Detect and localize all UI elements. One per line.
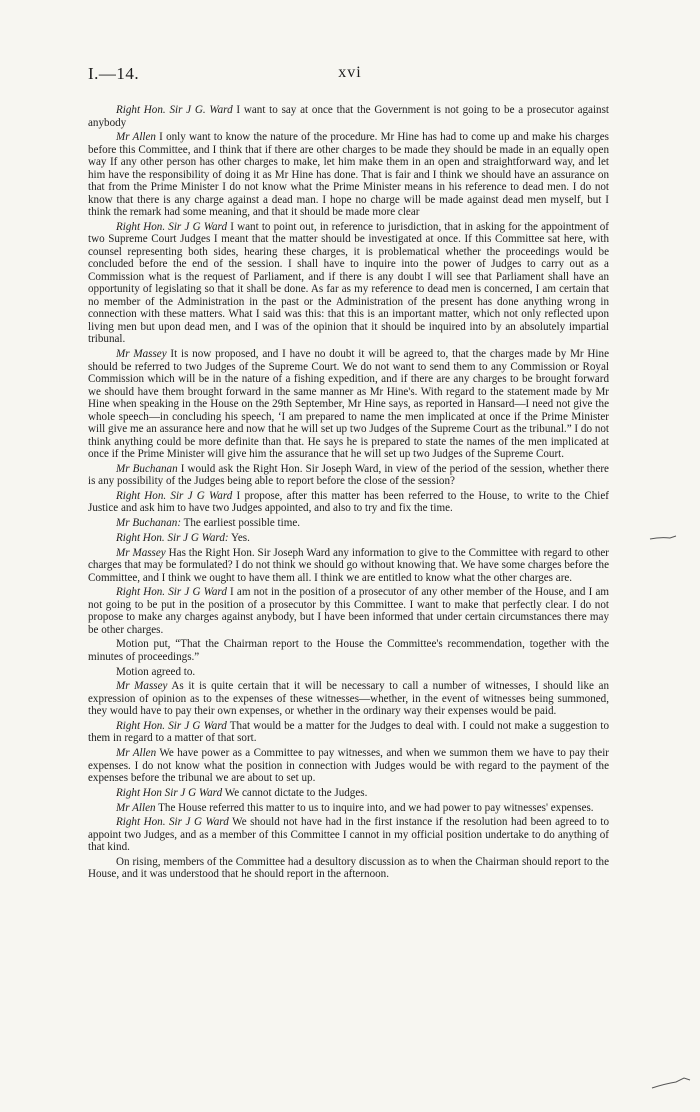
paper-reference: I.—14. <box>88 64 140 83</box>
speaker-name: Right Hon. Sir J G Ward <box>116 816 229 829</box>
speaker-name: Mr Allen <box>116 131 156 144</box>
speaker-name: Right Hon. Sir J G Ward <box>116 220 227 233</box>
paragraph-text: I want to say at once that the Government is not going to be a prosecutor against anybody <box>88 104 609 129</box>
paragraph <box>88 680 609 718</box>
speaker-name: Right Hon. Sir J G Ward <box>116 719 227 732</box>
minutes-body <box>88 104 609 883</box>
paragraph <box>88 856 609 881</box>
paragraph <box>88 547 609 585</box>
paragraph-text: We should not have had in the first instance if the resolution had been agreed to to appoint two Judges, and as a member of this Committee I cannot in my official position undertake to do anything of that kind. <box>88 816 609 854</box>
speaker-name: Right Hon Sir J G Ward <box>116 786 223 799</box>
margin-pencil-mark <box>650 1072 696 1092</box>
paragraph <box>88 532 609 545</box>
paragraph <box>88 131 609 219</box>
paragraph-text: Has the Right Hon. Sir Joseph Ward any information to give to the Committee with regard to other charges that may be formulated? I do not think we should go without knowing that. We have some charges before the Committee, and I think we ought to have them all. I think we are entitled to know what the other charges are. <box>88 546 609 584</box>
paragraph <box>88 787 609 800</box>
paragraph <box>88 348 609 461</box>
paragraph-text: I propose, after this matter has been referred to the House, to write to the Chief Justice and ask him to have two Judges appointed, and also to try and fix the time. <box>88 489 610 515</box>
speaker-name: Mr Massey <box>116 680 168 693</box>
paragraph-text: We cannot dictate to the Judges. <box>222 786 368 799</box>
paragraph-text: We have power as a Committee to pay witnesses, and when we summon them we have to pay their expenses. I do not know what the position in connection with Judges would be with regard to the payment of the expenses before the tribunal we are about to set up. <box>88 747 609 785</box>
page-header <box>88 64 612 88</box>
paragraph <box>88 463 609 488</box>
speaker-name: Mr Allen <box>116 801 156 814</box>
paragraph-text: The earliest possible time. <box>181 517 301 530</box>
paragraph-text: Motion put, “That the Chairman report to the House the Committee's recommendation, together with the minutes of proceedings.” <box>88 638 609 663</box>
paragraph <box>88 638 609 663</box>
speaker-name: Right Hon. Sir J G Ward: <box>116 531 229 544</box>
speaker-name: Mr Allen <box>116 747 157 760</box>
speaker-name: Mr Massey <box>116 348 167 361</box>
paragraph <box>88 720 609 745</box>
speaker-name: Right Hon. Sir J G Ward <box>116 489 233 502</box>
paragraph-text: The House referred this matter to us to inquire into, and we had power to pay witnesses' expenses. <box>155 801 594 814</box>
paragraph-text: I would ask the Right Hon. Sir Joseph Ward, in view of the period of the session, whether there is any possibility of the Judges being able to report before the close of the session? <box>88 462 609 488</box>
paragraph-text: That would be a matter for the Judges to deal with. I could not make a suggestion to them in regard to a matter of that sort. <box>88 719 610 745</box>
paragraph-text: I am not in the position of a prosecutor of any other member of the House, and I am not going to be put in the position of a prosecutor by this Committee. I want to make that perfectly clear. I do not propose to make any charges against anybody, but I have been informed that under certain circumstances there may be other charges. <box>88 586 610 636</box>
paragraph-text: Yes. <box>228 531 250 544</box>
speaker-name: Mr Massey <box>116 546 166 559</box>
paragraph <box>88 747 609 785</box>
paragraph <box>88 802 609 815</box>
paragraph <box>88 104 609 129</box>
paragraph-text: Motion agreed to. <box>116 665 196 678</box>
paragraph-text: On rising, members of the Committee had a desultory discussion as to when the Chairman should report to the House, and it was understood that he should report in the afternoon. <box>88 855 609 881</box>
speaker-name: Mr Buchanan <box>116 462 178 475</box>
paragraph-text: I only want to know the nature of the procedure. Mr Hine has had to come up and make his charges before this Committee, and I think that if there are other charges to be made they should be made in an equally open way If any other person has other charges to make, let him make them in an open and straightforward way, and let him have the responsibility of doing it as Mr Hine has done. That is fair and I think we should have an assurance on that from the Prime Minister I do not know what the Prime Minister means in his reference to dead men. I do not know that there is any charge against a dead man. I hope no charge will be made against dead men myself, but I think the remark had some meaning, and that it should be made more clear <box>88 131 609 219</box>
speaker-name: Right Hon. Sir J G Ward <box>116 586 227 599</box>
paragraph <box>88 221 609 346</box>
paragraph <box>88 517 609 530</box>
speaker-name: Right Hon. Sir J G. Ward <box>116 104 233 116</box>
margin-pencil-mark <box>648 530 688 546</box>
speaker-name: Mr Buchanan: <box>116 517 182 530</box>
paragraph <box>88 816 609 854</box>
paragraph <box>88 586 609 636</box>
paragraph-text: As it is quite certain that it will be necessary to call a number of witnesses, I should like an expression of opinion as to the expenses of these witnesses—whether, in the event of witnesses being summoned, they would have to pay their own expenses, or whether in the ordinary way their expenses would be paid. <box>88 680 609 718</box>
paragraph-text: I want to point out, in reference to jurisdiction, that in asking for the appointment of two Supreme Court Judges I meant that the matter should be investigated at once. If this Committee sat here, with counsel representing both sides, hearing these charges, it is problematical whether the proceedings would be concluded before the end of the session. I shall have to inquire into the power of Judges to carry out as a Commission what is the request of Parliament, and if there is any doubt I will see that Parliament shall have an opportunity of legislating so that it shall be done. As far as my reference to dead men is concerned, I am certain that no member of the Administration in the past or the Administration of the present has done anything wrong in connection with these matters. What I said was this: that this is an important matter, which not only reflected upon living men but upon dead men, and I was of the opinion that it should be inquired into by an absolutely impartial tribunal. <box>88 220 609 346</box>
page-number: xvi <box>338 64 362 81</box>
paragraph <box>88 666 609 679</box>
paragraph-text: It is now proposed, and I have no doubt it will be agreed to, that the charges made by Mr Hine should be referred to two Judges of the Supreme Court. We do not want to send them to any Commission or Royal Commission which will be in the nature of a fishing expedition, and if there are any charges to be brought forward we should have them brought forward in the same manner as Mr Hine's. With regard to the statement made by Mr Hine when speaking in the House on the 29th September, Mr Hine says, as reported in Hansard—I need not give the whole speech—in concluding his speech, ‘I am prepared to name the men implicated at once if the Prime Minister will give me an assurance here and now that he will set up two Judges of the Supreme Court as the tribunal.” I do not think anything could be more definite than that. He says he is prepared to state the names of the men implicated at once if the Prime Minister will give him the assurance that he will set up two Judges of the Supreme Court. <box>88 348 609 461</box>
paragraph <box>88 490 609 515</box>
